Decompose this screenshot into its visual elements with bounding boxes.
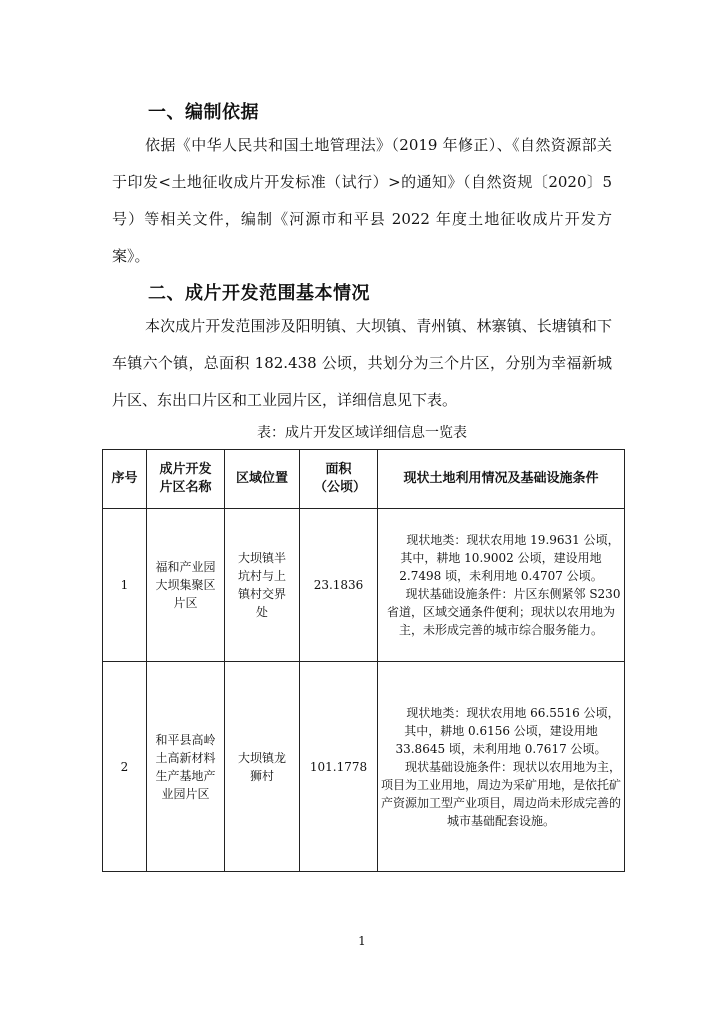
table-caption: 表：成片开发区域详细信息一览表	[257, 425, 467, 441]
row-land-use: 现状地类：现状农用地 66.5516 公顷，其中，耕地 0.6156 公顷，建设用地 33.8645 顷，未利用地 0.7617 公顷。	[395, 705, 620, 756]
row-infrastructure: 现状基础设施条件：现状以农用地为主，项目为工业用地，周边为采矿用地，是依托矿产资源加工型产业项目，周边尚未形成完善的城市基础配套设施。	[380, 759, 621, 828]
page-number: 1	[358, 934, 366, 948]
section-1-heading: 一、编制依据	[148, 102, 259, 123]
row-land-use: 现状地类：现状农用地 19.9631 公顷，其中，耕地 10.9002 公顷，建设用地 2.7498 顷，未利用地 0.4707 公顷。	[399, 533, 620, 583]
row-name: 和平县高岭土高新材料生产基地产业园片区	[147, 662, 225, 872]
header-index: 序号	[103, 450, 147, 509]
row-area: 101.1778	[300, 662, 378, 872]
table-row	[103, 509, 625, 662]
row-index: 2	[103, 662, 147, 872]
row-conditions	[378, 662, 625, 872]
row-infrastructure: 现状基础设施条件：片区东侧紧邻 S230 省道，区域交通条件便利；现状以农用地为主，未形成完善的城市综合服务能力。	[386, 587, 621, 637]
section-2-heading: 二、成片开发范围基本情况	[148, 283, 370, 304]
row-conditions	[378, 509, 625, 662]
table-row	[103, 662, 625, 872]
section-1-paragraph: 依据《中华人民共和国土地管理法》（2019 年修正）、《自然资源部关于印发<土地征收成片开发标准（试行）>的通知》（自然资规〔2020〕5 号）等相关文件，编制《河源市和平县 2022 年度土地征收成片开发方案》。	[112, 136, 612, 265]
development-area-table	[102, 449, 625, 872]
row-location: 大坝镇半坑村与上镇村交界处	[225, 509, 300, 662]
header-location: 区域位置	[225, 450, 300, 509]
row-location: 大坝镇龙狮村	[225, 662, 300, 872]
section-2-paragraph: 本次成片开发范围涉及阳明镇、大坝镇、青州镇、林寨镇、长塘镇和下车镇六个镇，总面积 182.438 公顷，共划分为三个片区，分别为幸福新城片区、东出口片区和工业园片区，详细信息见下表。	[112, 317, 612, 409]
row-index: 1	[103, 509, 147, 662]
header-name: 成片开发片区名称	[147, 450, 225, 509]
table-header-row	[103, 450, 625, 509]
row-name: 福和产业园大坝集聚区片区	[147, 509, 225, 662]
header-area: 面积（公顷）	[300, 450, 378, 509]
header-conditions: 现状土地利用情况及基础设施条件	[378, 450, 625, 509]
row-area: 23.1836	[300, 509, 378, 662]
